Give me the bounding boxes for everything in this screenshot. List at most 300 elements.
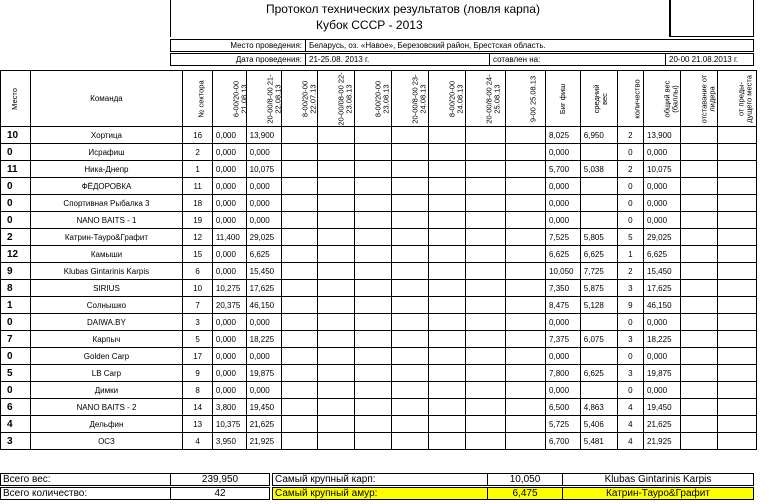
- cell-count: 3: [617, 331, 643, 348]
- cell-t1: 0,000: [212, 382, 246, 399]
- cell-t8: [465, 399, 505, 416]
- cell-total: 10,075: [644, 161, 681, 178]
- cell-t8: [465, 127, 505, 144]
- cell-total: 0,000: [644, 314, 681, 331]
- venue-label: Место проведения:: [170, 39, 306, 52]
- cell-t7: [429, 348, 466, 365]
- cell-lag-leader: [680, 161, 717, 178]
- cell-sector: 17: [183, 348, 213, 365]
- cell-t4: [318, 144, 355, 161]
- cell-t4: [318, 416, 355, 433]
- cell-t8: [465, 263, 505, 280]
- cell-t9: [505, 212, 545, 229]
- cell-avg: [580, 212, 617, 229]
- cell-lag-prev: [717, 178, 756, 195]
- cell-t5: [355, 382, 392, 399]
- cell-t3: [282, 297, 318, 314]
- cell-t4: [318, 246, 355, 263]
- cell-t4: [318, 348, 355, 365]
- cell-t7: [429, 365, 466, 382]
- cell-team: Хортица: [30, 127, 183, 144]
- cell-count: 0: [617, 212, 643, 229]
- cell-total: 0,000: [644, 178, 681, 195]
- cell-t2: 0,000: [246, 195, 282, 212]
- cell-t6: [392, 161, 429, 178]
- cell-t8: [465, 178, 505, 195]
- cell-lag-leader: [680, 178, 717, 195]
- col-t1: 6-00/20-00 21.08.13: [212, 71, 246, 127]
- table-row: [1, 246, 757, 263]
- cell-t8: [465, 348, 505, 365]
- cell-team: Klubas Gintarinis Karpis: [30, 263, 183, 280]
- cell-t2: 13,900: [246, 127, 282, 144]
- cell-t4: [318, 161, 355, 178]
- cell-t9: [505, 433, 545, 450]
- cell-t8: [465, 212, 505, 229]
- cell-t9: [505, 331, 545, 348]
- col-bigfish: Биг фиш: [546, 71, 581, 127]
- cell-place: 2: [1, 229, 31, 246]
- table-row: [1, 297, 757, 314]
- cell-total: 0,000: [644, 382, 681, 399]
- cell-t9: [505, 246, 545, 263]
- cell-t8: [465, 195, 505, 212]
- cell-bigfish: 5,700: [546, 161, 581, 178]
- col-sector: № сектора: [183, 71, 213, 127]
- cell-sector: 5: [183, 331, 213, 348]
- table-row: [1, 382, 757, 399]
- cell-count: 0: [617, 178, 643, 195]
- cell-t4: [318, 229, 355, 246]
- col-avg: средний вес: [580, 71, 617, 127]
- cell-avg: 7,725: [580, 263, 617, 280]
- cell-sector: 6: [183, 263, 213, 280]
- cell-t4: [318, 331, 355, 348]
- cell-t7: [429, 127, 466, 144]
- cell-t2: 0,000: [246, 348, 282, 365]
- date-value: 21-25.08. 2013 г.: [306, 53, 490, 66]
- cell-t3: [282, 280, 318, 297]
- cell-team: Golden Carp: [30, 348, 183, 365]
- cell-total: 19,875: [644, 365, 681, 382]
- cell-t1: 0,000: [212, 178, 246, 195]
- cell-t8: [465, 229, 505, 246]
- cell-t1: 20,375: [212, 297, 246, 314]
- table-row: [1, 195, 757, 212]
- cell-sector: 19: [183, 212, 213, 229]
- cell-t1: 0,000: [212, 365, 246, 382]
- cell-t5: [355, 433, 392, 450]
- cell-bigfish: 7,800: [546, 365, 581, 382]
- cell-t3: [282, 195, 318, 212]
- report-title: Протокол технических результатов (ловля карпа): [266, 2, 540, 16]
- cell-lag-prev: [717, 297, 756, 314]
- cell-count: 0: [617, 348, 643, 365]
- cell-t6: [392, 382, 429, 399]
- col-t8: 20-00/8-00 24-25.08.13: [465, 71, 505, 127]
- cell-t5: [355, 399, 392, 416]
- cell-t3: [282, 161, 318, 178]
- cell-total: 15,450: [644, 263, 681, 280]
- col-t2: 20-00/8-00 21-22.08.13: [246, 71, 282, 127]
- cell-bigfish: 0,000: [546, 144, 581, 161]
- cell-t6: [392, 416, 429, 433]
- total-weight-value: 239,950: [170, 473, 270, 486]
- biggest-carp-label: Самый крупный карп:: [272, 473, 487, 486]
- cell-t4: [318, 399, 355, 416]
- cell-t3: [282, 314, 318, 331]
- cell-t6: [392, 229, 429, 246]
- cell-t3: [282, 246, 318, 263]
- table-row: [1, 161, 757, 178]
- total-count-label: Всего количество:: [0, 487, 170, 500]
- cell-place: 4: [1, 416, 31, 433]
- cell-total: 6,625: [644, 246, 681, 263]
- cell-t7: [429, 263, 466, 280]
- cell-sector: 7: [183, 297, 213, 314]
- col-t6: 20-00/8-00 23-24.08.13: [392, 71, 429, 127]
- cell-avg: 5,481: [580, 433, 617, 450]
- cell-bigfish: 6,500: [546, 399, 581, 416]
- cell-bigfish: 7,525: [546, 229, 581, 246]
- cell-bigfish: 8,025: [546, 127, 581, 144]
- cell-t1: 0,000: [212, 195, 246, 212]
- cell-team: ОСЗ: [30, 433, 183, 450]
- cell-t4: [318, 127, 355, 144]
- cell-t2: 21,625: [246, 416, 282, 433]
- cell-t4: [318, 195, 355, 212]
- cell-t9: [505, 127, 545, 144]
- cell-t2: 19,875: [246, 365, 282, 382]
- cell-t6: [392, 144, 429, 161]
- cell-count: 2: [617, 263, 643, 280]
- cell-t5: [355, 246, 392, 263]
- cell-t1: 0,000: [212, 144, 246, 161]
- cell-avg: 5,038: [580, 161, 617, 178]
- cell-lag-leader: [680, 382, 717, 399]
- cell-t5: [355, 416, 392, 433]
- cell-place: 0: [1, 382, 31, 399]
- cell-t1: 0,000: [212, 348, 246, 365]
- cell-t6: [392, 399, 429, 416]
- cell-sector: 16: [183, 127, 213, 144]
- col-place: Место: [1, 71, 31, 127]
- cell-avg: [580, 382, 617, 399]
- cell-total: 21,925: [644, 433, 681, 450]
- cell-sector: 3: [183, 314, 213, 331]
- cell-t1: 0,000: [212, 212, 246, 229]
- cell-t1: 3,950: [212, 433, 246, 450]
- cell-t7: [429, 229, 466, 246]
- cell-t3: [282, 263, 318, 280]
- cell-lag-prev: [717, 280, 756, 297]
- cell-t5: [355, 212, 392, 229]
- cell-place: 1: [1, 297, 31, 314]
- biggest-amur-value: 6,475: [487, 487, 562, 500]
- cell-lag-leader: [680, 348, 717, 365]
- cell-team: SIRIUS: [30, 280, 183, 297]
- cell-t7: [429, 433, 466, 450]
- cell-team: NANO BAITS - 1: [30, 212, 183, 229]
- cell-t6: [392, 331, 429, 348]
- cell-t1: 0,000: [212, 127, 246, 144]
- cell-avg: [580, 195, 617, 212]
- cell-lag-prev: [717, 433, 756, 450]
- date-label: Дата проведения:: [170, 53, 306, 66]
- cell-t6: [392, 348, 429, 365]
- cell-bigfish: 0,000: [546, 195, 581, 212]
- table-row: [1, 178, 757, 195]
- cell-place: 0: [1, 144, 31, 161]
- cell-team: Дельфин: [30, 416, 183, 433]
- cell-t9: [505, 161, 545, 178]
- cell-t7: [429, 399, 466, 416]
- cell-total: 46,150: [644, 297, 681, 314]
- col-t9: 9-00 25.08.13: [505, 71, 545, 127]
- cell-count: 0: [617, 195, 643, 212]
- biggest-carp-team: Klubas Gintarinis Karpis: [562, 473, 754, 486]
- cell-lag-leader: [680, 195, 717, 212]
- cell-t4: [318, 314, 355, 331]
- total-weight-label: Всего вес:: [0, 473, 170, 486]
- cell-total: 0,000: [644, 348, 681, 365]
- cell-lag-prev: [717, 399, 756, 416]
- cell-team: NANO BAITS - 2: [30, 399, 183, 416]
- cell-t4: [318, 382, 355, 399]
- cell-t5: [355, 127, 392, 144]
- table-row: [1, 212, 757, 229]
- cell-t5: [355, 229, 392, 246]
- cell-t6: [392, 433, 429, 450]
- cell-team: Ника-Днепр: [30, 161, 183, 178]
- cell-t7: [429, 161, 466, 178]
- table-row: [1, 331, 757, 348]
- cell-t9: [505, 195, 545, 212]
- cell-count: 4: [617, 399, 643, 416]
- compiled-label: сотавлен на:: [490, 53, 666, 66]
- cell-t5: [355, 314, 392, 331]
- cell-t7: [429, 331, 466, 348]
- cell-t1: 10,375: [212, 416, 246, 433]
- cell-t5: [355, 348, 392, 365]
- cell-t8: [465, 161, 505, 178]
- cell-avg: 6,950: [580, 127, 617, 144]
- cell-t9: [505, 229, 545, 246]
- cell-t1: 10,275: [212, 280, 246, 297]
- cell-t6: [392, 178, 429, 195]
- cell-avg: 6,075: [580, 331, 617, 348]
- cell-bigfish: 7,375: [546, 331, 581, 348]
- cell-count: 0: [617, 314, 643, 331]
- cell-t5: [355, 195, 392, 212]
- cell-bigfish: 0,000: [546, 178, 581, 195]
- cell-lag-leader: [680, 433, 717, 450]
- cell-t8: [465, 297, 505, 314]
- cell-t8: [465, 280, 505, 297]
- col-t3: 8-00/20-00 22.07.13: [282, 71, 318, 127]
- cell-t6: [392, 314, 429, 331]
- cell-t1: 0,000: [212, 314, 246, 331]
- col-t5: 8-00/20-00 23.08.13: [355, 71, 392, 127]
- biggest-amur-label: Самый крупный амур:: [272, 487, 487, 500]
- biggest-amur-team: Катрин-Тауро&Графит: [562, 487, 754, 500]
- cell-t6: [392, 280, 429, 297]
- cell-lag-prev: [717, 382, 756, 399]
- col-t4: 20-00/08-00 22-23.08.13: [318, 71, 355, 127]
- cell-t2: 15,450: [246, 263, 282, 280]
- cell-count: 4: [617, 433, 643, 450]
- cell-total: 19,450: [644, 399, 681, 416]
- cell-t9: [505, 399, 545, 416]
- cell-t2: 0,000: [246, 144, 282, 161]
- table-row: [1, 348, 757, 365]
- cell-place: 0: [1, 314, 31, 331]
- cell-t5: [355, 280, 392, 297]
- cell-t5: [355, 144, 392, 161]
- table-row: [1, 280, 757, 297]
- cell-t8: [465, 314, 505, 331]
- cell-bigfish: 0,000: [546, 212, 581, 229]
- cell-t1: 11,400: [212, 229, 246, 246]
- compiled-value: 20-00 21.08.2013 г.: [666, 53, 754, 66]
- cell-count: 1: [617, 246, 643, 263]
- cell-t3: [282, 433, 318, 450]
- cell-place: 5: [1, 365, 31, 382]
- cell-lag-leader: [680, 263, 717, 280]
- cell-sector: 14: [183, 399, 213, 416]
- cell-lag-prev: [717, 331, 756, 348]
- cell-sector: 1: [183, 161, 213, 178]
- cell-team: DAIWA.BY: [30, 314, 183, 331]
- cell-t2: 10,075: [246, 161, 282, 178]
- cell-t3: [282, 399, 318, 416]
- cell-total: 21,625: [644, 416, 681, 433]
- cell-sector: 15: [183, 246, 213, 263]
- cell-t1: 0,000: [212, 246, 246, 263]
- cell-team: Катрин-Тауро&Графит: [30, 229, 183, 246]
- cell-avg: [580, 178, 617, 195]
- cell-t9: [505, 348, 545, 365]
- cell-place: 10: [1, 127, 31, 144]
- cell-t6: [392, 212, 429, 229]
- cell-lag-prev: [717, 229, 756, 246]
- cell-count: 2: [617, 161, 643, 178]
- table-row: [1, 127, 757, 144]
- cell-t7: [429, 178, 466, 195]
- cell-t9: [505, 144, 545, 161]
- cell-t2: 0,000: [246, 314, 282, 331]
- cell-t2: 21,925: [246, 433, 282, 450]
- cell-bigfish: 5,725: [546, 416, 581, 433]
- cell-team: Камыши: [30, 246, 183, 263]
- table-row: [1, 365, 757, 382]
- cell-lag-leader: [680, 280, 717, 297]
- cell-team: Исрафиш: [30, 144, 183, 161]
- cell-team: ФЁДОРОВКА: [30, 178, 183, 195]
- cell-total: 0,000: [644, 144, 681, 161]
- cell-t1: 3,800: [212, 399, 246, 416]
- cell-t8: [465, 331, 505, 348]
- cell-t5: [355, 161, 392, 178]
- cell-lag-leader: [680, 212, 717, 229]
- cell-t2: 6,625: [246, 246, 282, 263]
- cell-t4: [318, 433, 355, 450]
- cell-place: 0: [1, 212, 31, 229]
- cell-t7: [429, 416, 466, 433]
- cell-lag-leader: [680, 297, 717, 314]
- col-team: Команда: [30, 71, 183, 127]
- cell-avg: [580, 144, 617, 161]
- cell-bigfish: 6,700: [546, 433, 581, 450]
- cell-t6: [392, 297, 429, 314]
- cell-place: 11: [1, 161, 31, 178]
- cell-team: Спортивная Рыбалка 3: [30, 195, 183, 212]
- cell-bigfish: 0,000: [546, 382, 581, 399]
- col-lag-leader: отставание от лидера: [680, 71, 717, 127]
- cell-bigfish: 0,000: [546, 348, 581, 365]
- cell-lag-prev: [717, 195, 756, 212]
- cell-t3: [282, 331, 318, 348]
- results-table: [0, 70, 757, 450]
- cell-place: 0: [1, 195, 31, 212]
- cell-t8: [465, 144, 505, 161]
- cell-sector: 8: [183, 382, 213, 399]
- cell-t2: 18,225: [246, 331, 282, 348]
- cell-lag-leader: [680, 365, 717, 382]
- cell-count: 3: [617, 280, 643, 297]
- cell-t3: [282, 348, 318, 365]
- cell-t6: [392, 263, 429, 280]
- cell-total: 18,225: [644, 331, 681, 348]
- cell-t8: [465, 365, 505, 382]
- cell-place: 12: [1, 246, 31, 263]
- cell-t5: [355, 297, 392, 314]
- cell-total: 0,000: [644, 212, 681, 229]
- cell-t4: [318, 280, 355, 297]
- cell-t9: [505, 314, 545, 331]
- cell-t8: [465, 433, 505, 450]
- cell-t7: [429, 246, 466, 263]
- cell-sector: 12: [183, 229, 213, 246]
- cell-t9: [505, 416, 545, 433]
- cell-t6: [392, 246, 429, 263]
- cell-t1: 0,000: [212, 263, 246, 280]
- cell-t9: [505, 263, 545, 280]
- cell-t7: [429, 195, 466, 212]
- cell-t3: [282, 229, 318, 246]
- cell-sector: 11: [183, 178, 213, 195]
- cell-t3: [282, 365, 318, 382]
- cell-place: 0: [1, 178, 31, 195]
- cell-t2: 46,150: [246, 297, 282, 314]
- cell-t7: [429, 314, 466, 331]
- cell-t6: [392, 127, 429, 144]
- cell-total: 17,625: [644, 280, 681, 297]
- cell-count: 4: [617, 416, 643, 433]
- cell-t5: [355, 365, 392, 382]
- cell-count: 5: [617, 229, 643, 246]
- cell-team: Димки: [30, 382, 183, 399]
- cell-t3: [282, 382, 318, 399]
- cell-t9: [505, 382, 545, 399]
- cell-t9: [505, 297, 545, 314]
- cell-lag-leader: [680, 399, 717, 416]
- cell-t7: [429, 280, 466, 297]
- cell-lag-prev: [717, 144, 756, 161]
- cell-t3: [282, 127, 318, 144]
- cell-t6: [392, 195, 429, 212]
- cell-lag-leader: [680, 246, 717, 263]
